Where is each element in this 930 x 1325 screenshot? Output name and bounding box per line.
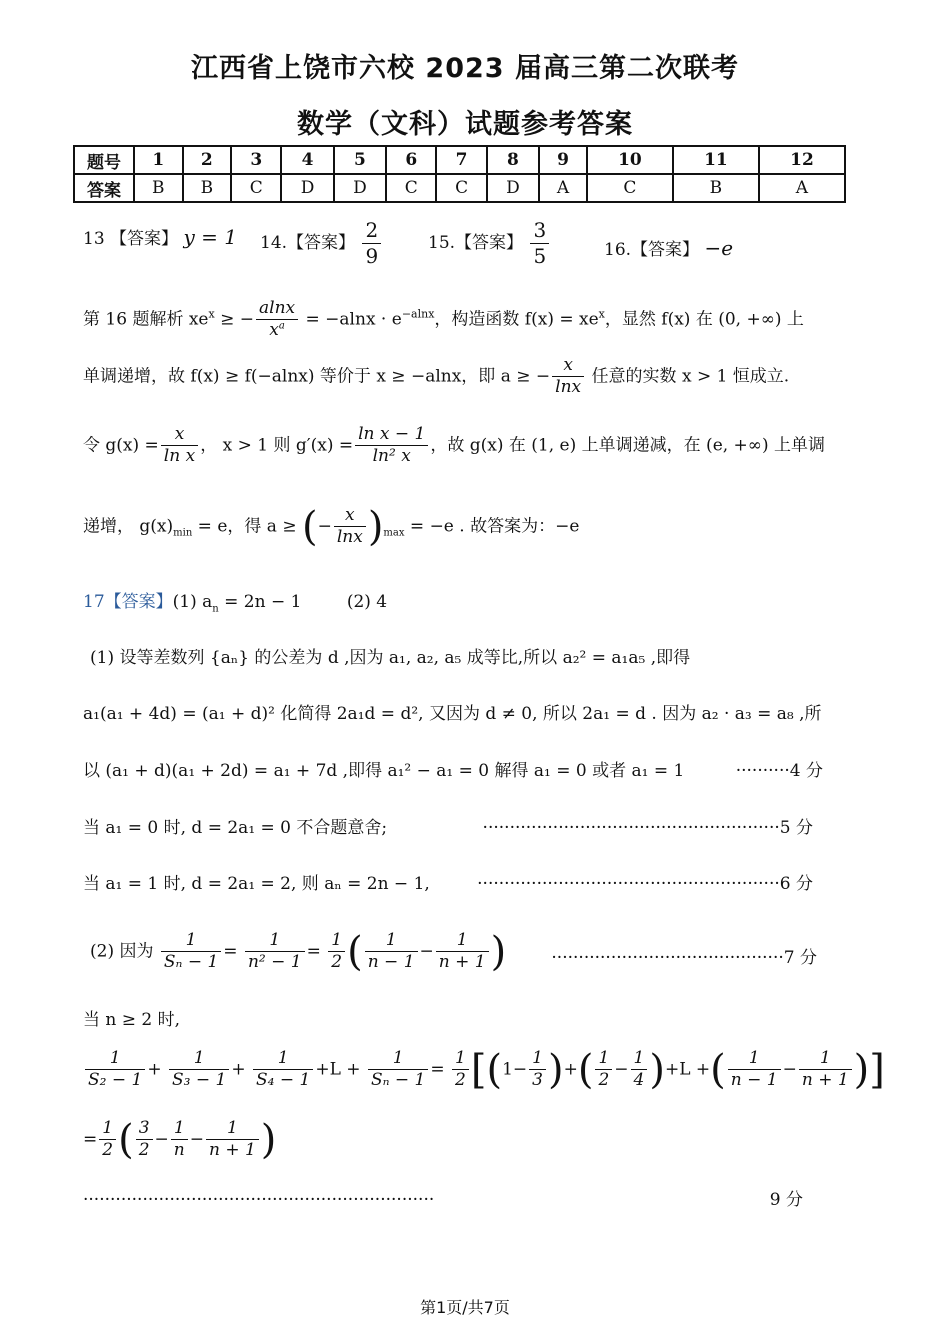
frac-c <box>328 930 345 974</box>
sum-frac-2 <box>169 1048 229 1092</box>
question-number: 10 <box>587 146 673 174</box>
paren-o6: ( <box>118 1116 134 1163</box>
q17-head-b: = 2n − 1 <box>218 592 302 612</box>
res-frac-2 <box>171 1118 188 1162</box>
res-half <box>99 1118 116 1162</box>
frac-d-den: n − 1 <box>367 952 415 973</box>
q16-l3-frac2-den: ln² x <box>372 446 411 467</box>
q16-l1-den-x: x <box>269 320 279 341</box>
paren-o4: ( <box>577 1046 594 1093</box>
res-half-den: 2 <box>102 1140 114 1161</box>
question-number: 9 <box>539 146 587 174</box>
q17-p5 <box>83 874 813 895</box>
frac-d-num: 1 <box>365 930 418 952</box>
q17-head-sub: n <box>212 603 219 615</box>
q17-result-line: = $\frac{1}{2}$ ( $\frac{3}{2}$ − $\frac{1}{n}$ − $\frac{1}{n + 1}$ ) <box>83 1116 277 1163</box>
sum-frac-1 <box>85 1048 145 1092</box>
q15-label: 15.【答案】 <box>428 233 524 253</box>
q14-label: 14.【答案】 <box>260 233 356 253</box>
question-number: 5 <box>334 146 386 174</box>
frac-e <box>436 930 489 974</box>
q16-l3-frac1-num: x <box>161 424 198 446</box>
answer-cell: C <box>587 174 673 202</box>
q16-line3 <box>83 424 825 468</box>
q17-head-a: (1) a <box>172 592 213 612</box>
q17-p4-score-text: 5 分 <box>779 818 813 838</box>
q16-l4c: = −e . 故答案为：−e <box>404 516 580 537</box>
q17-p4-text: 当 a₁ = 0 时, d = 2a₁ = 0 不合题意舍; <box>83 818 388 838</box>
answer-cell: A <box>759 174 845 202</box>
q17-p6-text: (2) 因为 <box>90 941 154 962</box>
frac-c-num: 1 <box>328 930 345 952</box>
sum-frac-1-num: 1 <box>85 1048 145 1070</box>
one-term: 1 <box>502 1059 513 1080</box>
question-number: 4 <box>281 146 333 174</box>
sum-frac-3 <box>253 1048 313 1092</box>
q16-l1c: = −alnx · e <box>300 309 402 330</box>
sum-frac-4-num: 1 <box>368 1048 428 1070</box>
half-den: 2 <box>455 1070 466 1091</box>
q16-line4: 递增， $g(x)_{min} = e$，得 a ≥ (− $\frac{x}{\ln x}$ )$_{max} = -e$ . 故答案为：−e <box>83 503 580 550</box>
frac-a <box>161 930 221 974</box>
question-number: 8 <box>487 146 539 174</box>
t-frac-1 <box>529 1048 546 1092</box>
q16-l2a: 单调递增，故 f(x) ≥ f(−alnx) 等价于 x ≥ −alnx，即 a ≥ − <box>83 366 551 387</box>
q17-head-c: (2) 4 <box>346 592 388 612</box>
answer-cell: D <box>487 174 539 202</box>
q16-l3-frac2-num: ln x − 1 <box>355 424 428 446</box>
q17-p4-score: ·······················································5 分 <box>482 818 813 838</box>
q17-p5-text: 当 a₁ = 1 时, d = 2a₁ = 2, 则 aₙ = 2n − 1, <box>83 874 430 894</box>
res-frac-2-den: n <box>173 1140 185 1161</box>
t-frac-3-num: 1 <box>631 1048 648 1070</box>
q16-l3c: ，故 g(x) 在 (1, e) 上单调递减，在 (e, +∞) 上单调 <box>430 435 826 456</box>
frac-c-den: 2 <box>331 952 343 973</box>
q17-p6-score: ···········································7 分 <box>551 948 817 968</box>
res-frac-3 <box>206 1118 259 1162</box>
paren-o5: ( <box>710 1046 726 1093</box>
q17-label: 17【答案】 <box>83 592 173 612</box>
q13-label: 13 【答案】 <box>83 229 179 249</box>
question-number: 6 <box>386 146 436 174</box>
q17-p3-score: ··········4 分 <box>735 761 823 781</box>
res-frac-1-num: 3 <box>136 1118 153 1140</box>
q16-l4-num: x <box>334 505 366 527</box>
res-frac-3-num: 1 <box>206 1118 259 1140</box>
q17-p7: 当 n ≥ 2 时, <box>83 1010 181 1030</box>
answer-cell: C <box>386 174 436 202</box>
q14-fraction <box>362 218 381 269</box>
q14-den: 9 <box>365 244 379 268</box>
q16-l1-den: $x^a$ <box>269 320 285 341</box>
row-label-question: 题号 <box>74 146 134 174</box>
t-frac-1-den: 3 <box>532 1070 543 1091</box>
row-label-answer: 答案 <box>74 174 134 202</box>
q16-l1b: ≥ − <box>214 309 255 330</box>
paren-o3: ( <box>486 1046 503 1093</box>
frac-e-num: 1 <box>436 930 489 952</box>
q17-head <box>83 592 387 616</box>
q16-l4-frac <box>334 505 366 549</box>
q16-answer <box>604 236 733 261</box>
q17-p3 <box>83 761 823 782</box>
sum-frac-2-den: S₃ − 1 <box>172 1070 227 1091</box>
q17-sum-line: $\frac{1}{\text{S₂ − 1}}$ + $\frac{1}{\text{S₃ − 1}}$ + $\frac{1}{\text{S₄ − 1}}$ +L + $\frac{1}{\text{Sₙ − 1}}$ = $\frac{1}{2}$ [(1− $\frac{1}{3}$ )+( $\frac{1}{2}$ − $\frac{1}{4}$ )+L +( $\frac{1}{n - 1}$ − $\frac{1}{n + 1}$ )] <box>83 1048 885 1092</box>
t-frac-4-num: 1 <box>728 1048 781 1070</box>
q16-l2-den: lnx <box>555 377 582 398</box>
page-title: 江西省上饶市六校 2023 届高三第二次联考 <box>191 53 739 84</box>
q16-l4-den: lnx <box>336 527 363 548</box>
res-frac-2-num: 1 <box>171 1118 188 1140</box>
sum-frac-3-num: 1 <box>253 1048 313 1070</box>
answer-cell: B <box>134 174 183 202</box>
answer-table <box>73 145 846 203</box>
q15-num: 3 <box>530 218 549 244</box>
ellipsis-L: L <box>329 1059 341 1080</box>
question-number: 3 <box>231 146 281 174</box>
q17-p6-score-text: 7 分 <box>783 948 817 968</box>
answer-cell: A <box>539 174 587 202</box>
bracket-close: ] <box>869 1046 885 1093</box>
table-row-numbers <box>74 146 845 174</box>
q17-p9 <box>83 1190 803 1211</box>
paren-open: ( <box>301 503 318 550</box>
q16-value: −e <box>704 236 734 260</box>
paren-close-2: ) <box>490 928 507 975</box>
q14-answer <box>260 218 383 269</box>
t-frac-1-num: 1 <box>529 1048 546 1070</box>
q16-line2 <box>83 355 789 399</box>
sum-frac-4 <box>368 1048 428 1092</box>
t-frac-2-den: 2 <box>598 1070 610 1091</box>
t-frac-4 <box>728 1048 781 1092</box>
q17-p3-score-text: 4 分 <box>789 761 823 781</box>
half-num: 1 <box>452 1048 469 1070</box>
q16-l4b: = e，得 a ≥ <box>192 516 302 537</box>
q17-p6: (2) 因为 $\frac{1}{\text{Sₙ − 1}}$ = $\frac{1}{\text{n² − 1}}$ = $\frac{1}{2}$ ( $\frac{1}{n - 1}$ − $\frac{1}{n + 1}$ ) ···········································7 分 <box>90 928 817 975</box>
answer-cell: C <box>231 174 281 202</box>
answer-cell: C <box>436 174 486 202</box>
q16-line1: 第 16 题解析 $xe^x$ ≥ − $\frac{alnx}{x^a}$ = $-alnx \cdot e^{-alnx}$，构造函数 $f(x) = xe^x$，显然 f(x) 在 (0, +∞) 上 <box>83 298 804 341</box>
frac-a-num: 1 <box>161 930 221 952</box>
q16-l1-frac <box>256 298 298 342</box>
q17-p4 <box>83 818 813 839</box>
q15-answer <box>428 218 551 269</box>
q16-l4a: 递增， g(x) <box>83 516 174 537</box>
question-number: 7 <box>436 146 486 174</box>
frac-b-den: n² − 1 <box>247 952 302 973</box>
answer-cell: D <box>281 174 333 202</box>
q17-p2: a₁(a₁ + 4d) = (a₁ + d)² 化简得 2a₁d = d², 又因为 d ≠ 0, 所以 2a₁ = d . 因为 a₂ · a₃ = a₈ ,所 <box>83 704 822 724</box>
frac-b-num: 1 <box>245 930 305 952</box>
sum-frac-4-den: Sₙ − 1 <box>370 1070 426 1091</box>
q14-num: 2 <box>362 218 381 244</box>
q16-l1-num: alnx <box>256 298 298 320</box>
half-frac <box>452 1048 469 1092</box>
res-frac-1 <box>136 1118 153 1162</box>
t-frac-3 <box>631 1048 648 1092</box>
t-frac-3-den: 4 <box>633 1070 645 1091</box>
sum-frac-1-den: S₂ − 1 <box>88 1070 143 1091</box>
t-frac-5 <box>799 1048 852 1092</box>
frac-b <box>245 930 305 974</box>
question-number: 12 <box>759 146 845 174</box>
q16-l3-frac1-den: ln x <box>163 446 196 467</box>
t-frac-2 <box>595 1048 612 1092</box>
answer-cell: D <box>334 174 386 202</box>
q16-l1d: ，构造函数 f(x) = xe <box>434 309 599 330</box>
t-frac-5-num: 1 <box>799 1048 852 1070</box>
res-frac-3-den: n + 1 <box>208 1140 256 1161</box>
paren-c3: ) <box>547 1046 564 1093</box>
t-frac-2-num: 1 <box>595 1048 612 1070</box>
fill-answers <box>83 225 237 250</box>
paren-c5: ) <box>853 1046 870 1093</box>
q17-p9-score: 9 分 <box>769 1190 803 1210</box>
sum-frac-2-num: 1 <box>169 1048 229 1070</box>
page-footer: 第1页/共7页 <box>420 1298 510 1317</box>
q15-den: 5 <box>533 244 547 268</box>
q16-l3b: ， x > 1 则 g′(x) = <box>200 435 354 456</box>
q16-l1e: ，显然 f(x) 在 (0, +∞) 上 <box>604 309 804 330</box>
q16-l4-sub-min: min <box>173 527 193 539</box>
q13-value: y = 1 <box>183 225 237 249</box>
q16-l3a: 令 g(x) = <box>83 435 159 456</box>
q15-fraction <box>530 218 549 269</box>
paren-open-2: ( <box>347 928 363 975</box>
q17-p3-text: 以 (a₁ + d)(a₁ + 2d) = a₁ + 7d ,即得 a₁² − a₁ = 0 解得 a₁ = 0 或者 a₁ = 1 <box>83 761 685 781</box>
t-frac-4-den: n − 1 <box>730 1070 778 1091</box>
frac-a-den: Sₙ − 1 <box>163 952 219 973</box>
bracket-open: [ <box>470 1046 487 1093</box>
answer-cell: B <box>673 174 759 202</box>
table-row-answers <box>74 174 845 202</box>
sum-frac-3-den: S₄ − 1 <box>256 1070 311 1091</box>
q16-l2-frac <box>552 355 584 399</box>
t-frac-5-den: n + 1 <box>801 1070 849 1091</box>
question-number: 11 <box>673 146 759 174</box>
q16-l3-frac1 <box>161 424 198 468</box>
question-number: 1 <box>134 146 183 174</box>
q16-l4-sub-max: max <box>383 527 405 539</box>
paren-c6: ) <box>260 1116 277 1163</box>
frac-e-den: n + 1 <box>438 952 486 973</box>
q17-p5-score: ························································6 分 <box>477 874 813 894</box>
ellipsis-L2: L <box>679 1059 691 1080</box>
frac-d <box>365 930 418 974</box>
page-subtitle: 数学（文科）试题参考答案 <box>297 109 633 140</box>
paren-close: ) <box>367 503 384 550</box>
paren-c4: ) <box>649 1046 665 1093</box>
res-frac-1-den: 2 <box>138 1140 150 1161</box>
q16-l2b: 任意的实数 x > 1 恒成立. <box>586 366 790 387</box>
q16-l2-num: x <box>552 355 584 377</box>
q16-label: 16.【答案】 <box>604 240 700 260</box>
question-number: 2 <box>183 146 232 174</box>
q17-p1: (1) 设等差数列 {aₙ} 的公差为 d ,因为 a₁, a₂, a₅ 成等比,所以 a₂² = a₁a₅ ,即得 <box>90 648 691 668</box>
res-half-num: 1 <box>99 1118 116 1140</box>
q16-l3-frac2 <box>355 424 428 468</box>
q16-l1a: 第 16 题解析 xe <box>83 309 209 330</box>
q17-p5-score-text: 6 分 <box>779 874 813 894</box>
answer-cell: B <box>183 174 232 202</box>
q17-p9-dots: ································································· <box>83 1190 435 1210</box>
